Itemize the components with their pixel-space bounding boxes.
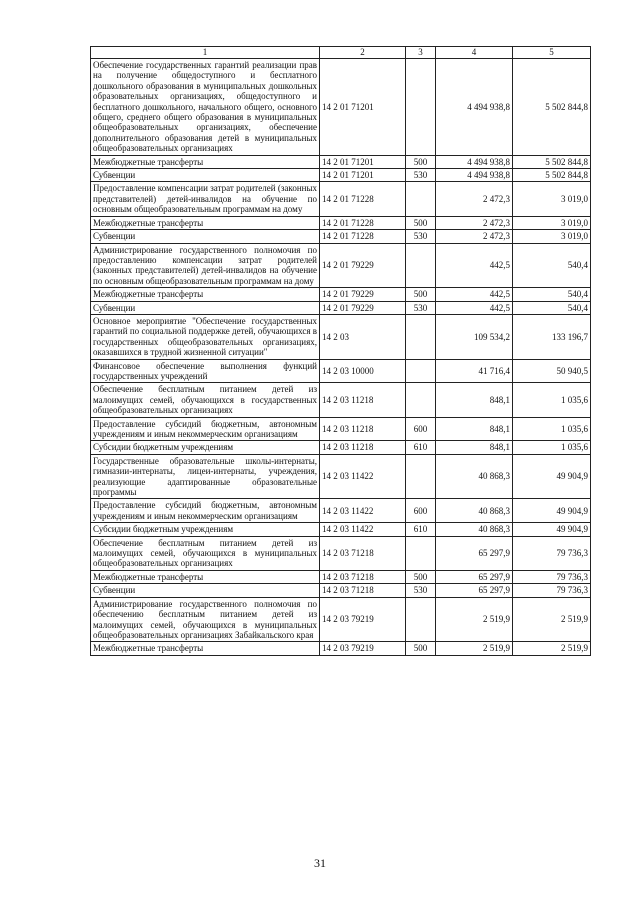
row-code: 14 2 03 79219 (320, 597, 406, 642)
row-name: Предоставление компенсации затрат родителей (законных представителей) детей-инвалидов на обучение по основным общеобразовательным программам на дому (91, 182, 320, 216)
column-header: 4 (436, 47, 513, 59)
table-row (91, 523, 591, 536)
row-name: Субвенции (91, 169, 320, 182)
row-code: 14 2 01 79229 (320, 301, 406, 314)
row-expense-type (406, 383, 436, 417)
row-expense-type (406, 597, 436, 642)
row-code: 14 2 03 71218 (320, 584, 406, 597)
table-row (91, 499, 591, 523)
table-row (91, 314, 591, 359)
row-name: Финансовое обеспечение выполнения функций государственных учреждений (91, 359, 320, 383)
row-name: Администрирование государственного полномочия по обеспечению бесплатным питанием детей из малоимущих семей, обучающихся в муниципальных общеобразовательных организациях Забайкальского края (91, 597, 320, 642)
table-row (91, 417, 591, 441)
row-code: 14 2 03 10000 (320, 359, 406, 383)
row-expense-type: 530 (406, 230, 436, 243)
row-expense-type: 530 (406, 584, 436, 597)
row-name: Межбюджетные трансферты (91, 216, 320, 229)
row-amount-2: 133 196,7 (513, 314, 591, 359)
row-code: 14 2 01 79229 (320, 288, 406, 301)
row-amount-2: 1 035,6 (513, 441, 591, 454)
row-code: 14 2 03 11218 (320, 441, 406, 454)
row-amount-1: 2 472,3 (436, 230, 513, 243)
row-amount-2: 5 502 844,8 (513, 155, 591, 168)
row-expense-type (406, 454, 436, 499)
table-row (91, 536, 591, 570)
table-row (91, 243, 591, 288)
row-expense-type (406, 359, 436, 383)
column-header: 1 (91, 47, 320, 59)
row-amount-2: 3 019,0 (513, 216, 591, 229)
row-code: 14 2 03 11422 (320, 454, 406, 499)
row-code: 14 2 03 71218 (320, 536, 406, 570)
table-row (91, 155, 591, 168)
table-row (91, 383, 591, 417)
row-expense-type: 530 (406, 169, 436, 182)
row-amount-2: 79 736,3 (513, 536, 591, 570)
row-amount-2: 79 736,3 (513, 570, 591, 583)
row-name: Субвенции (91, 301, 320, 314)
row-name: Предоставление субсидий бюджетным, автономным учреждениям и иным некоммерческим организациям (91, 499, 320, 523)
row-amount-1: 442,5 (436, 288, 513, 301)
row-expense-type (406, 314, 436, 359)
row-amount-1: 40 868,3 (436, 499, 513, 523)
row-amount-1: 848,1 (436, 441, 513, 454)
row-code: 14 2 01 71201 (320, 155, 406, 168)
table-row (91, 570, 591, 583)
row-name: Обеспечение бесплатным питанием детей из малоимущих семей, обучающихся в государственных общеобразовательных организациях (91, 383, 320, 417)
table-row (91, 216, 591, 229)
row-amount-2: 49 904,9 (513, 454, 591, 499)
row-amount-2: 3 019,0 (513, 182, 591, 216)
row-expense-type: 500 (406, 570, 436, 583)
row-amount-1: 2 519,9 (436, 597, 513, 642)
table-row (91, 597, 591, 642)
row-expense-type (406, 536, 436, 570)
row-expense-type (406, 59, 436, 156)
row-code: 14 2 01 71228 (320, 182, 406, 216)
row-amount-1: 40 868,3 (436, 454, 513, 499)
row-amount-1: 442,5 (436, 243, 513, 288)
row-amount-1: 65 297,9 (436, 584, 513, 597)
row-code: 14 2 01 71228 (320, 216, 406, 229)
row-name: Межбюджетные трансферты (91, 570, 320, 583)
row-name: Обеспечение бесплатным питанием детей из малоимущих семей, обучающихся в муниципальных общеобразовательных организациях (91, 536, 320, 570)
row-amount-2: 2 519,9 (513, 642, 591, 655)
row-expense-type: 610 (406, 523, 436, 536)
row-amount-2: 540,4 (513, 301, 591, 314)
row-name: Межбюджетные трансферты (91, 155, 320, 168)
row-code: 14 2 03 11422 (320, 523, 406, 536)
row-amount-2: 3 019,0 (513, 230, 591, 243)
document-page (90, 46, 590, 656)
row-name: Межбюджетные трансферты (91, 642, 320, 655)
column-header: 2 (320, 47, 406, 59)
row-amount-2: 1 035,6 (513, 417, 591, 441)
row-amount-1: 442,5 (436, 301, 513, 314)
row-amount-1: 109 534,2 (436, 314, 513, 359)
table-row (91, 182, 591, 216)
row-amount-1: 41 716,4 (436, 359, 513, 383)
table-row (91, 359, 591, 383)
row-amount-2: 49 904,9 (513, 499, 591, 523)
row-amount-2: 5 502 844,8 (513, 169, 591, 182)
table-row (91, 454, 591, 499)
row-code: 14 2 01 71201 (320, 59, 406, 156)
row-name: Основное мероприятие "Обеспечение государственных гарантий по социальной поддержке детей, обучающихся в государственных общеобразовательных организациях, оказавшихся в трудной жизненной ситуации" (91, 314, 320, 359)
table-row (91, 301, 591, 314)
row-code: 14 2 03 11218 (320, 417, 406, 441)
row-expense-type: 500 (406, 216, 436, 229)
row-expense-type: 600 (406, 499, 436, 523)
row-code: 14 2 01 71228 (320, 230, 406, 243)
row-name: Субсидии бюджетным учреждениям (91, 441, 320, 454)
row-expense-type: 500 (406, 288, 436, 301)
row-code: 14 2 01 79229 (320, 243, 406, 288)
row-amount-2: 79 736,3 (513, 584, 591, 597)
row-expense-type: 500 (406, 642, 436, 655)
row-code: 14 2 03 11218 (320, 383, 406, 417)
row-expense-type: 600 (406, 417, 436, 441)
row-amount-1: 848,1 (436, 383, 513, 417)
row-expense-type: 530 (406, 301, 436, 314)
row-code: 14 2 03 79219 (320, 642, 406, 655)
row-amount-1: 4 494 938,8 (436, 155, 513, 168)
row-name: Обеспечение государственных гарантий реализации прав на получение общедоступного и бесплатного дошкольного образования в муниципальных дошкольных образовательных организациях, общедоступного и бесплатного дошкольного, начального общего, основного общего, среднего общего образования в муниципальных общеобразовательных организациях, обеспечение дополнительного образования детей в муниципальных общеобразовательных организациях (91, 59, 320, 156)
row-amount-1: 4 494 938,8 (436, 169, 513, 182)
row-amount-1: 2 519,9 (436, 642, 513, 655)
row-amount-2: 49 904,9 (513, 523, 591, 536)
table-row (91, 288, 591, 301)
row-expense-type: 610 (406, 441, 436, 454)
row-amount-1: 848,1 (436, 417, 513, 441)
table-row (91, 169, 591, 182)
row-amount-1: 2 472,3 (436, 182, 513, 216)
row-expense-type (406, 243, 436, 288)
row-amount-2: 5 502 844,8 (513, 59, 591, 156)
row-amount-1: 2 472,3 (436, 216, 513, 229)
table-row (91, 642, 591, 655)
row-name: Субсидии бюджетным учреждениям (91, 523, 320, 536)
row-code: 14 2 01 71201 (320, 169, 406, 182)
row-name: Государственные образовательные школы-интернаты, гимназии-интернаты, лицеи-интернаты, учреждения, реализующие адаптированные образовательные программы (91, 454, 320, 499)
row-name: Субвенции (91, 230, 320, 243)
row-amount-2: 1 035,6 (513, 383, 591, 417)
row-expense-type (406, 182, 436, 216)
row-code: 14 2 03 71218 (320, 570, 406, 583)
row-code: 14 2 03 (320, 314, 406, 359)
table-row (91, 59, 591, 156)
row-expense-type: 500 (406, 155, 436, 168)
row-amount-1: 40 868,3 (436, 523, 513, 536)
table-body (91, 59, 591, 656)
row-name: Администрирование государственного полномочия по предоставлению компенсации затрат родителей (законных представителей) детей-инвалидов на обучение по основным общеобразовательным программам на дому (91, 243, 320, 288)
table-row (91, 584, 591, 597)
table-row (91, 230, 591, 243)
row-amount-2: 2 519,9 (513, 597, 591, 642)
row-name: Субвенции (91, 584, 320, 597)
row-name: Предоставление субсидий бюджетным, автономным учреждениям и иным некоммерческим организациям (91, 417, 320, 441)
header-row (91, 47, 591, 59)
row-code: 14 2 03 11422 (320, 499, 406, 523)
row-amount-2: 50 940,5 (513, 359, 591, 383)
budget-table (90, 46, 591, 656)
page-number: 31 (314, 856, 326, 870)
row-name: Межбюджетные трансферты (91, 288, 320, 301)
row-amount-2: 540,4 (513, 243, 591, 288)
row-amount-1: 65 297,9 (436, 570, 513, 583)
table-row (91, 441, 591, 454)
column-header: 5 (513, 47, 591, 59)
row-amount-2: 540,4 (513, 288, 591, 301)
row-amount-1: 65 297,9 (436, 536, 513, 570)
column-header: 3 (406, 47, 436, 59)
row-amount-1: 4 494 938,8 (436, 59, 513, 156)
